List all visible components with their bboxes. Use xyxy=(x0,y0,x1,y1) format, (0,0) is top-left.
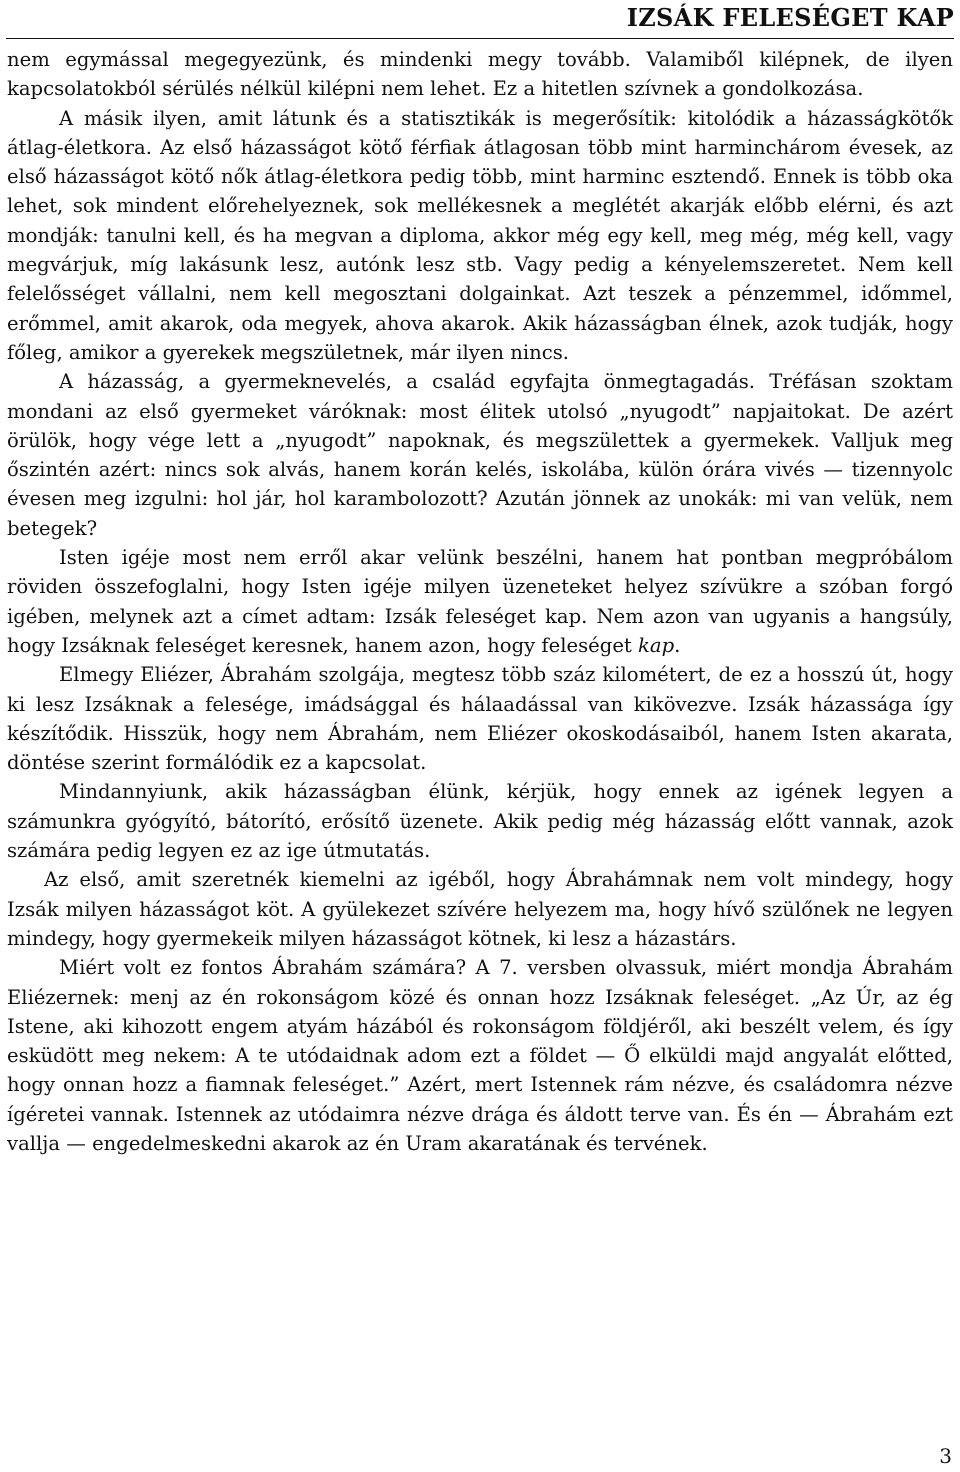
emphasized-word: kap xyxy=(638,633,675,657)
paragraph: Mindannyiunk, akik házasságban élünk, kérjük, hogy ennek az igének legyen a számunkra gyógyító, bátorító, erősítő üzenete. Akik pedig még házasság előtt vannak, azok számára pedig legyen ez az ige útmutatás. xyxy=(7,780,953,863)
header-rule xyxy=(6,38,954,39)
paragraph-text: Isten igéje most nem erről akar velünk beszélni, hanem hat pontban megpróbálom röviden összefoglalni, hogy Isten igéje milyen üzeneteket helyez szívükre a szóban forgó igében, melynek azt a címet adtam: Izsák feleséget kap. Nem azon van ugyanis a hangsúly, hogy Izsáknak feleséget keresnek, hanem azon, hogy feleséget xyxy=(7,546,953,657)
paragraph: A másik ilyen, amit látunk és a statisztikák is megerősítik: kitolódik a házasságkötők átlag-életkora. Az első házasságot kötő férfiak átlagosan több mint harminchárom évesek, az első házasságot kötő nők átlag-életkora pedig több, mint harminc esztendő. Ennek is több oka lehet, sok mindent előrehelyeznek, sok mellékesnek a meglétét akarják előbb elérni, és azt mondják: tanulni kell, és ha megvan a diploma, akkor még egy kell, meg még, még kell, vagy megvárjuk, míg lakásunk lesz, autónk lesz stb. Vagy pedig a kényelemszeretet. Nem kell felelősséget vállalni, nem kell megosztani dolgainkat. Azt teszek a pénzemmel, időmmel, erőmmel, amit akarok, oda megyek, ahova akarok. Akik házasságban élnek, azok tudják, hogy főleg, amikor a gyerekek megszületnek, már ilyen nincs. xyxy=(7,106,953,364)
paragraph: nem egymással megegyezünk, és mindenki megy tovább. Valamiből kilépnek, de ilyen kapcsolatokból sérülés nélkül kilépni nem lehet. Ez a hitetlen szívnek a gondolkozása. xyxy=(7,48,953,101)
paragraph-text: . xyxy=(674,633,681,657)
paragraph: Miért volt ez fontos Ábrahám számára? A 7. versben olvassuk, miért mondja Ábrahám Eliézernek: menj az én rokonságom közé és onnan hozz Izsáknak feleséget. „Az Úr, az ég Istene, aki kihozott engem atyám házából és rokonságom földjéről, aki beszélt velem, és így esküdött meg nekem: A te utódaidnak adom ezt a földet — Ő elküldi majd angyalát előtted, hogy onnan hozz a fiamnak feleséget.” Azért, mert Istennek rám nézve, és családomra nézve ígéretei vannak. Istennek az utódaimra nézve drága és áldott terve van. És én — Ábrahám ezt vallja — engedelmeskedni akarok az én Uram akaratának és tervének. xyxy=(7,956,953,1155)
paragraph: Az első, amit szeretnék kiemelni az igéből, hogy Ábrahámnak nem volt mindegy, hogy Izsák milyen házasságot köt. A gyülekezet szívére helyezem ma, hogy hívő szülőnek ne legyen mindegy, hogy gyermekeik milyen házasságot kötnek, ki lesz a házastárs. xyxy=(7,868,953,950)
page-number: 3 xyxy=(939,1444,952,1468)
body-text xyxy=(7,45,953,1158)
paragraph xyxy=(7,543,953,660)
paragraph: A házasság, a gyermeknevelés, a család egyfajta önmegtagadás. Tréfásan szoktam mondani az első gyermeket váróknak: most élitek utolsó „nyugodt” napjaitokat. De azért örülök, hogy vége lett a „nyugodt” napoknak, és megszülettek a gyermekek. Valljuk meg őszintén azért: nincs sok alvás, hanem korán kelés, iskolába, külön órára vivés — tizennyolc évesen meg izgulni: hol jár, hol karambolozott? Azután jönnek az unokák: mi van velük, nem betegek? xyxy=(7,370,953,540)
running-head: IZSÁK FELESÉGET KAP xyxy=(626,3,954,32)
paragraph: Elmegy Eliézer, Ábrahám szolgája, megtesz több száz kilométert, de ez a hosszú út, hogy ki lesz Izsáknak a felesége, imádsággal és hálaadással van kikövezve. Izsák házassága így készítődik. Hisszük, hogy nem Ábrahám, nem Eliézer okoskodásaiból, hanem Isten akarata, döntése szerint formálódik ez a kapcsolat. xyxy=(7,663,953,775)
